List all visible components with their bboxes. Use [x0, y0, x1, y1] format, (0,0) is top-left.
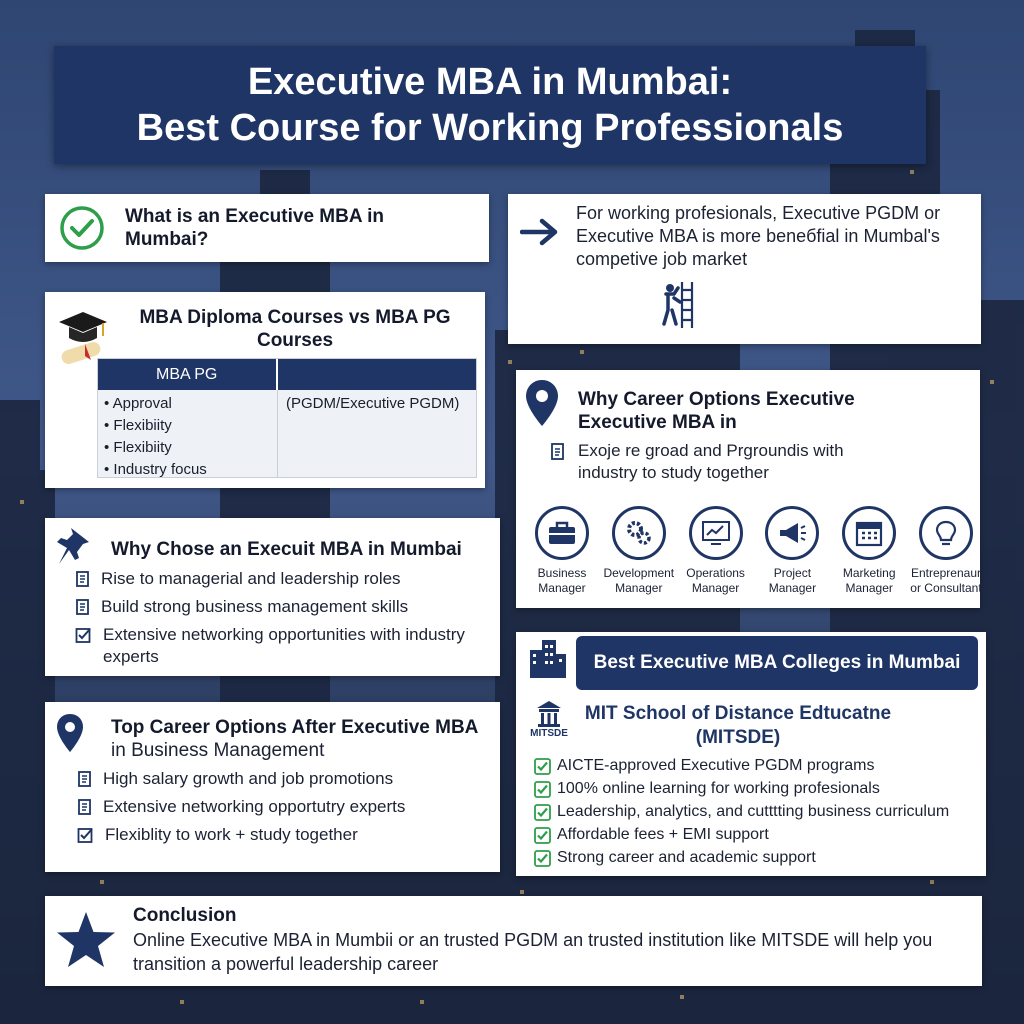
calendar-icon [855, 519, 883, 547]
list-item: 100% online learning for working profesionals [534, 779, 984, 799]
college-features-list [534, 756, 984, 871]
benefit-card [508, 194, 981, 344]
table-cell: • Flexibiity [104, 417, 172, 434]
conclusion-card [45, 896, 982, 986]
list-item: Flexiblity to work + study together [77, 824, 492, 846]
career-options-subtext: Exoje re groad and Prgroundis with industry to study together [578, 441, 844, 482]
graduation-cap-icon [55, 302, 111, 364]
gears-icon [624, 518, 654, 548]
star-icon [55, 910, 117, 970]
comparison-table [97, 358, 477, 478]
why-choose-list [75, 568, 490, 674]
lightbulb-icon [933, 518, 959, 548]
colleges-card [516, 632, 986, 876]
top-career-card [45, 702, 500, 872]
document-icon [550, 442, 566, 462]
table-col1-list [98, 390, 278, 478]
document-icon [75, 570, 91, 588]
top-career-heading: Top Career Options After Executive MBA [111, 717, 479, 738]
page-title-line2: Best Course for Working Professionals [136, 107, 844, 149]
career-icons-grid [524, 506, 984, 596]
list-item: AICTE-approved Executive PGDM programs [534, 756, 984, 776]
career-options-card [516, 370, 980, 608]
checkbox-icon [75, 626, 93, 644]
top-career-list [77, 768, 492, 852]
checkbox-icon [77, 826, 95, 844]
table-col2-text: (PGDM/Executive PGDM) [286, 395, 460, 412]
page-title-line1: Executive MBA in Mumbai: [247, 61, 733, 103]
colleges-heading-band [576, 636, 978, 690]
table-header-mba-pg: MBA PG [98, 359, 278, 390]
table-cell: • Flexibiity [104, 439, 172, 456]
document-icon [75, 598, 91, 616]
table-header-2 [278, 359, 476, 390]
career-label: Development Manager [603, 566, 675, 595]
briefcase-icon [547, 520, 577, 546]
location-pin-icon [55, 712, 85, 754]
dashboard-icon [701, 520, 731, 546]
check-box-icon [534, 827, 551, 844]
career-label: Business Manager [537, 566, 587, 595]
list-item: Build strong business management skills [75, 596, 490, 618]
colleges-heading: Best Executive MBA Colleges in Mumbai [593, 652, 961, 673]
document-icon [77, 798, 93, 816]
career-label: Marketing Manager [842, 566, 896, 595]
conclusion-heading: Conclusion [133, 905, 237, 926]
list-item: Strong career and academic support [534, 848, 984, 868]
document-icon [77, 770, 93, 788]
career-options-heading: Why Career Options Executive Executive MBA in [578, 389, 855, 433]
diploma-heading: MBA Diploma Courses vs MBA PG Courses [139, 307, 451, 351]
check-box-icon [534, 850, 551, 867]
check-box-icon [534, 804, 551, 821]
diploma-comparison-card [45, 292, 485, 488]
career-item-marketing-manager [831, 506, 907, 596]
logo-text: MITSDE [530, 728, 568, 739]
list-item: Affordable fees + EMI support [534, 825, 984, 845]
check-box-icon [534, 781, 551, 798]
check-box-icon [534, 758, 551, 775]
what-is-question: What is an Executive MBA in Mumbai? [125, 206, 385, 250]
list-item: High salary growth and job promotions [77, 768, 492, 790]
map-pin-icon [524, 378, 560, 430]
conclusion-text: Online Executive MBA in Mumbii or an trusted PGDM an trusted institution like MITSDE will help you transition a powerful leadership career [133, 930, 933, 974]
college-name: MIT School of Distance Edtucatne (MITSDE) [584, 703, 892, 748]
top-career-subheading: in Business Management [111, 740, 325, 761]
page-title-banner [54, 46, 926, 164]
career-item-project-manager [754, 506, 830, 596]
arrow-right-icon [520, 218, 560, 246]
pushpin-icon [55, 524, 95, 568]
list-item: Extensive networking opportutry experts [77, 796, 492, 818]
career-item-operations-manager [678, 506, 754, 596]
why-choose-card [45, 518, 500, 676]
mitsde-logo [524, 698, 574, 744]
check-circle-icon [59, 205, 105, 251]
career-item-business-manager [524, 506, 600, 596]
megaphone-icon [777, 520, 807, 546]
what-is-card [45, 194, 489, 262]
career-label: Operations Manager [686, 566, 745, 595]
college-logo-icon [535, 698, 563, 728]
career-item-development-manager [601, 506, 677, 596]
climbing-ladder-icon [660, 280, 696, 330]
benefit-text: For working profesionals, Executive PGDM or Executive MBA is more beneбfial in Mumbal's competive job market [576, 203, 941, 269]
career-item-entrepreneur [908, 506, 984, 596]
career-label: Project Manager [768, 566, 817, 595]
building-icon [526, 636, 570, 680]
list-item: Rise to managerial and leadership roles [75, 568, 490, 590]
list-item: Leadership, analytics, and cutttting business curriculum [534, 802, 984, 822]
why-choose-heading: Why Chose an Execuit MBA in Mumbai [111, 539, 462, 560]
list-item: Extensive networking opportunities with industry experts [75, 624, 490, 668]
career-label: Entreprenaur or Consultant [910, 566, 982, 595]
table-cell: • Industry focus [104, 461, 207, 478]
table-cell: • Approval [104, 395, 172, 412]
